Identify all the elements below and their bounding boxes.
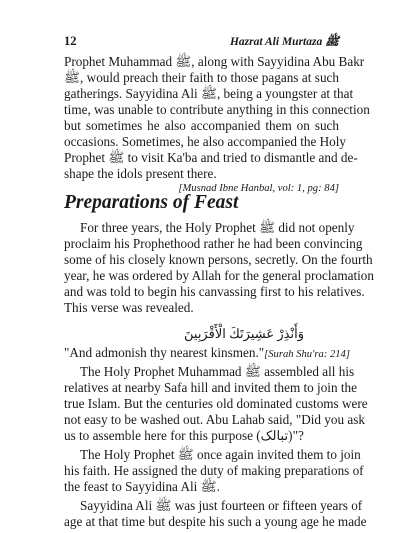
verse-translation	[64, 345, 350, 361]
paragraph-3-line: true Islam. But the centuries old dominated customs were	[64, 396, 368, 411]
paragraph-1-line: ﷺ, would preach their faith to those pagans at such	[64, 70, 339, 85]
paragraph-4-line: the feast to Sayyidina Ali ﷺ.	[64, 479, 220, 494]
paragraph-2-line: proclaim his Prophethood rather he had been convincing	[64, 236, 363, 251]
paragraph-2-line: some of his closely known persons, secretly. On the fourth	[64, 252, 373, 267]
paragraph-1-line: occasions. Sometimes, he also accompanied the Holy	[64, 134, 346, 149]
running-title: Hazrat Ali Murtaza ﷺ	[229, 36, 339, 48]
paragraph-1-line: time, was unable to contribute anything in this connection	[64, 102, 370, 117]
paragraph-2-line: For three years, the Holy Prophet ﷺ did not openly	[80, 220, 355, 235]
paragraph-1-line: Prophet ﷺ to visit Ka'ba and tried to dismantle and de-	[64, 150, 358, 165]
paragraph-3-line: relatives at nearby Safa hill and invited them to join the	[64, 380, 357, 395]
paragraph-3-line: not easy to be washed out. Abu Lahab said, "Did you ask	[64, 412, 365, 427]
section-heading: Preparations of Feast	[64, 192, 239, 213]
paragraph-3-line: The Holy Prophet Muhammad ﷺ assembled all his	[80, 364, 355, 379]
paragraph-4-line: his faith. He assigned the duty of making preparations of	[64, 463, 364, 478]
paragraph-1-line: Prophet Muhammad ﷺ, along with Sayyidina Abu Bakr	[64, 54, 365, 69]
page-header	[64, 34, 339, 50]
citation-musnad: [Musnad Ibne Hanbal, vol: 1, pg: 84]	[178, 183, 339, 194]
paragraph-1-line: shape the idols present there.	[64, 166, 217, 181]
paragraph-1-line: but sometimes he also accompanied them on such	[64, 118, 339, 133]
paragraph-1-line: gatherings. Sayyidina Ali ﷺ, being a youngster at that	[64, 86, 354, 101]
paragraph-3-line: us to assemble here for this purpose (تبالک)"?	[64, 428, 304, 443]
paragraph-4-line: The Holy Prophet ﷺ once again invited them to join	[80, 447, 361, 462]
arabic-verse: وَأَنْذِرْ عَشِيرَتَكَ الْأَقْرَبِينَ	[184, 326, 304, 341]
verse-source: [Surah Shu'ra: 214]	[264, 349, 350, 360]
paragraph-2-line: This verse was revealed.	[64, 300, 194, 315]
paragraph-5-line: age at that time but despite his such a young age he made	[64, 514, 367, 529]
paragraph-5-line: Sayyidina Ali ﷺ was just fourteen or fifteen years of	[80, 498, 363, 513]
page-number: 12	[64, 34, 77, 48]
verse-translation-text: "And admonish thy nearest kinsmen."	[64, 345, 265, 360]
paragraph-2-line: and was told to begin his canvassing first to his relatives.	[64, 284, 365, 299]
paragraph-2-line: year, he was ordered by Allah for the general proclamation	[64, 268, 374, 283]
